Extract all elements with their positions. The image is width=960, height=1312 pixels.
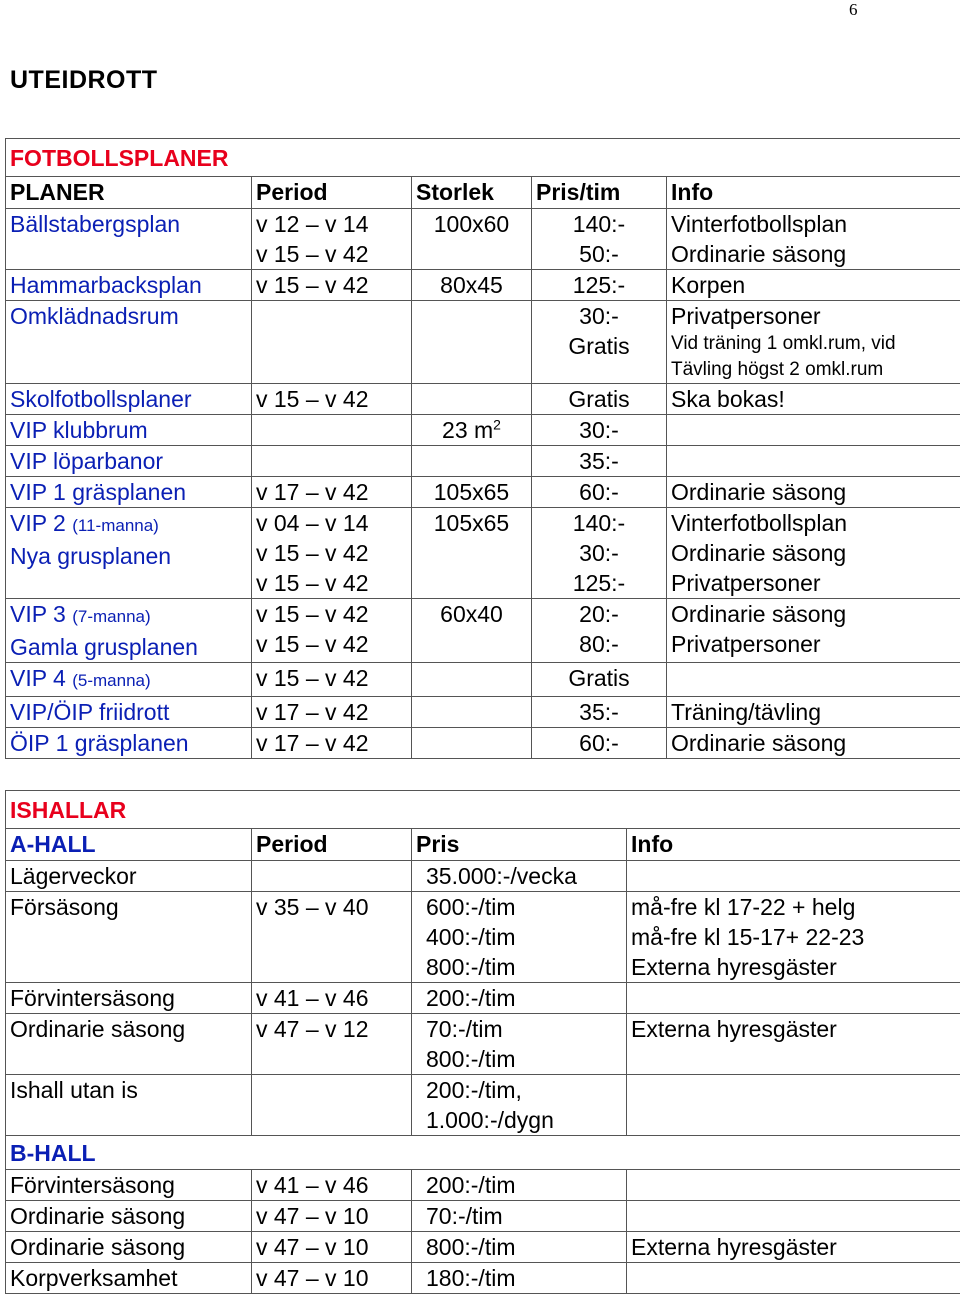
plan-name: VIP 1 gräsplanen [10,479,187,505]
period-name-cell: Ordinarie säsong [6,1232,252,1263]
plan-name-cell [6,697,252,728]
period-name-cell: Lägerveckor [6,861,252,892]
size-cell [412,663,532,697]
plan-name: Skolfotbollsplaner [10,386,192,412]
plan-name: Omklädnadsrum [10,303,179,329]
cell-line: v 15 – v 42 [256,601,369,627]
cell-line: 400:-/tim [426,924,516,950]
plan-name-cell [6,415,252,446]
price-cell [532,508,667,599]
cell-line: Ska bokas! [671,386,785,412]
table-row [6,697,960,728]
price-cell [412,1014,627,1075]
cell-line: 140:- [572,211,626,237]
price-cell [412,983,627,1014]
info-cell: Externa hyresgäster [627,1232,960,1263]
table-row [6,415,960,446]
plan-name-2: Nya grusplanen [10,543,172,569]
cell-line: må-fre kl 15-17+ 22-23 [631,924,865,950]
period-cell [252,697,412,728]
price-cell [532,301,667,384]
period-cell: v 47 – v 10 [252,1232,412,1263]
info-cell [627,983,960,1014]
size-cell [412,508,532,599]
size-cell [412,209,532,270]
table-row [6,728,960,759]
cell-line: 30:- [579,540,619,566]
size-cell [412,477,532,508]
cell-line: v 15 – v 42 [256,665,369,691]
cell-line: Vinterfotbollsplan [671,510,848,536]
cell-line: v 15 – v 42 [256,272,369,298]
cell-line: 30:- [579,417,619,443]
cell-line: 60:- [579,479,619,505]
cell-line: Träning/tävling [671,699,822,725]
price-cell: 70:-/tim [412,1201,627,1232]
table-row [6,861,960,892]
table-row [6,1201,960,1232]
plan-name-note: (7-manna) [72,607,151,626]
size-value: 100x60 [433,211,510,237]
cell-line: Gratis [568,386,630,412]
table-row [6,1014,960,1075]
cell-line: Korpen [671,272,746,298]
header-pris: Pris [412,829,627,861]
period-cell [252,477,412,508]
cell-line: 200:-/tim [426,985,516,1011]
cell-line: 20:- [579,601,619,627]
info-cell [667,384,960,415]
cell-line: Tävling högst 2 omkl.rum [671,359,884,380]
cell-line: v 12 – v 14 [256,211,369,237]
price-cell [532,599,667,663]
size-cell [412,270,532,301]
table-row [6,301,960,384]
cell-line: 35:- [579,699,619,725]
plan-name-cell [6,209,252,270]
size-cell [412,599,532,663]
size-cell [412,728,532,759]
cell-line: v 17 – v 42 [256,479,369,505]
info-cell [627,1201,960,1232]
plan-name-cell [6,270,252,301]
info-cell [667,415,960,446]
cell-line: 125:- [572,570,626,596]
price-cell [532,663,667,697]
period-cell [252,384,412,415]
plan-name: VIP 4 [10,665,66,691]
cell-line: v 15 – v 42 [256,631,369,657]
table-row [6,446,960,477]
period-cell [252,1075,412,1136]
cell-line: v 04 – v 14 [256,510,369,536]
table-row [6,508,960,599]
table-row [6,599,960,663]
table-row [6,983,960,1014]
table-row [6,270,960,301]
plan-name: VIP 2 [10,510,66,536]
info-cell [667,508,960,599]
cell-line: 200:-/tim, [426,1077,522,1103]
info-cell [667,697,960,728]
page-number: 6 [849,0,858,19]
cell-line: Vinterfotbollsplan [671,211,848,237]
cell-line: Ordinarie säsong [671,241,847,267]
cell-line: v 17 – v 42 [256,730,369,756]
info-cell [667,446,960,477]
info-cell [667,599,960,663]
size-cell [412,301,532,384]
cell-line: 800:-/tim [426,954,516,980]
plan-name-cell [6,728,252,759]
price-cell [532,209,667,270]
size-value: 60x40 [440,601,503,627]
cell-line: 800:-/tim [426,1046,516,1072]
header-info: Info [667,177,960,209]
price-cell [532,446,667,477]
table-row [6,384,960,415]
period-name-cell: Försäsong [6,892,252,983]
header-a-hall: A-HALL [6,829,252,861]
period-cell [252,728,412,759]
cell-line: 600:-/tim [426,894,516,920]
cell-line: Vid träning 1 omkl.rum, vid [671,333,896,354]
header-period: Period [252,177,412,209]
plan-name: VIP/ÖIP friidrott [10,699,170,725]
price-cell [412,1075,627,1136]
plan-name: ÖIP 1 gräsplanen [10,730,189,756]
plan-name-cell [6,663,252,697]
price-cell [412,861,627,892]
info-cell [667,270,960,301]
period-cell: v 47 – v 12 [252,1014,412,1075]
b-hall-title: B-HALL [6,1136,960,1170]
cell-line: Gratis [568,665,630,691]
plan-name: VIP 3 [10,601,66,627]
cell-line: 60:- [579,730,619,756]
period-cell [252,508,412,599]
cell-line: v 17 – v 42 [256,699,369,725]
period-cell [252,301,412,384]
info-cell [667,477,960,508]
size-cell [412,697,532,728]
table-row [6,892,960,983]
price-cell [532,728,667,759]
cell-line: Ordinarie säsong [671,540,847,566]
period-name-cell: Ishall utan is [6,1075,252,1136]
cell-line: Ordinarie säsong [671,730,847,756]
size-value: 105x65 [433,479,510,505]
cell-line: v 15 – v 42 [256,241,369,267]
period-cell: v 47 – v 10 [252,1201,412,1232]
cell-line: 80:- [579,631,619,657]
ishallar-title: ISHALLAR [6,791,960,829]
table-row [6,209,960,270]
plan-name-cell [6,446,252,477]
price-cell [532,384,667,415]
plan-name-cell [6,384,252,415]
header-info: Info [627,829,960,861]
info-cell [627,861,960,892]
plan-name-cell [6,599,252,663]
period-cell [252,270,412,301]
table-row [6,1232,960,1263]
plan-name-note: (5-manna) [72,671,151,690]
info-cell [667,301,960,384]
period-cell [252,446,412,477]
table-row [6,663,960,697]
plan-name-cell [6,477,252,508]
size-cell [412,446,532,477]
cell-line: Gratis [568,333,630,359]
period-cell: v 41 – v 46 [252,983,412,1014]
period-cell [252,209,412,270]
size-cell [412,415,532,446]
cell-line: Ordinarie säsong [671,479,847,505]
plan-name: Bällstabergsplan [10,211,181,237]
cell-line: 140:- [572,510,626,536]
header-period: Period [252,829,412,861]
period-cell [252,415,412,446]
cell-line: 125:- [572,272,626,298]
cell-line: 1.000:-/dygn [426,1107,554,1133]
table-row [6,477,960,508]
period-cell: v 47 – v 10 [252,1263,412,1294]
period-name-cell: Ordinarie säsong [6,1014,252,1075]
section-title: UTEIDROTT [10,66,158,94]
plan-name-cell [6,301,252,384]
cell-line: v 15 – v 42 [256,386,369,412]
cell-line: 35.000:-/vecka [426,863,577,889]
info-cell [667,209,960,270]
info-cell [627,1263,960,1294]
plan-name: VIP klubbrum [10,417,148,443]
size-value: 105x65 [433,510,510,536]
header-storlek: Storlek [412,177,532,209]
header-pris: Pris/tim [532,177,667,209]
period-name-cell: Korpverksamhet [6,1263,252,1294]
cell-line: Privatpersoner [671,631,821,657]
period-cell: v 35 – v 40 [252,892,412,983]
size-cell [412,384,532,415]
fotbollsplaner-table [5,138,960,759]
table-row [6,1075,960,1136]
cell-line: v 15 – v 42 [256,570,369,596]
plan-name-note: (11-manna) [72,516,159,535]
price-cell [532,270,667,301]
period-name-cell: Ordinarie säsong [6,1201,252,1232]
info-cell [667,663,960,697]
period-cell [252,599,412,663]
plan-name-cell [6,508,252,599]
cell-line: må-fre kl 17-22 + helg [631,894,856,920]
size-value: 80x45 [440,272,503,298]
header-planer: PLANER [6,177,252,209]
cell-line: Externa hyresgäster [631,954,837,980]
table-row [6,1170,960,1201]
cell-line: 50:- [579,241,619,267]
cell-line: Privatpersoner [671,570,821,596]
plan-name: VIP löparbanor [10,448,164,474]
cell-line: Privatpersoner [671,303,821,329]
cell-line: Ordinarie säsong [671,601,847,627]
price-cell [532,415,667,446]
period-cell: v 41 – v 46 [252,1170,412,1201]
period-name-cell: Förvintersäsong [6,983,252,1014]
plan-name: Hammarbacksplan [10,272,202,298]
size-superscript: 2 [493,416,501,433]
price-cell [412,892,627,983]
info-cell [627,1075,960,1136]
price-cell [532,697,667,728]
size-value: 23 m [442,417,494,443]
fotboll-title: FOTBOLLSPLANER [6,139,960,177]
cell-line: 30:- [579,303,619,329]
period-name-cell: Förvintersäsong [6,1170,252,1201]
price-cell: 800:-/tim [412,1232,627,1263]
price-cell [532,477,667,508]
cell-line: v 15 – v 42 [256,540,369,566]
plan-name-2: Gamla grusplanen [10,634,198,660]
cell-line: 35:- [579,448,619,474]
ishallar-table [5,790,960,1294]
period-cell [252,861,412,892]
table-row [6,1263,960,1294]
cell-line: 70:-/tim [426,1016,503,1042]
cell-line: Externa hyresgäster [631,1016,837,1042]
info-cell [627,1014,960,1075]
info-cell [627,1170,960,1201]
price-cell: 180:-/tim [412,1263,627,1294]
info-cell [667,728,960,759]
price-cell: 200:-/tim [412,1170,627,1201]
info-cell [627,892,960,983]
period-cell [252,663,412,697]
